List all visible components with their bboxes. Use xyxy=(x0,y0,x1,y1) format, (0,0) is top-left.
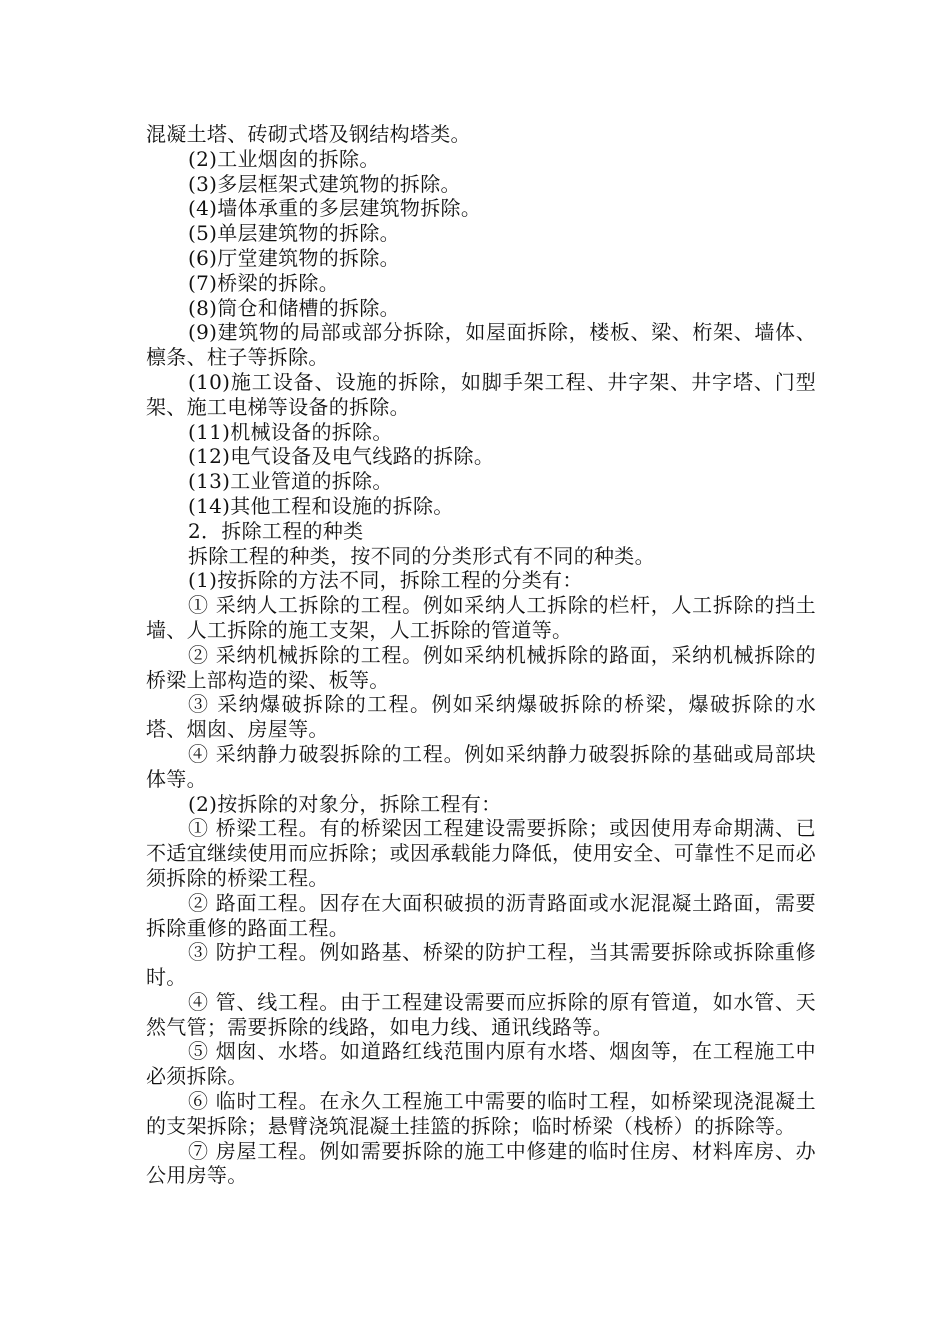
paragraph: (6)厅堂建筑物的拆除。 xyxy=(188,245,400,270)
paragraph: (8)筒仓和储槽的拆除。 xyxy=(188,295,400,320)
paragraph: (5)单层建筑物的拆除。 xyxy=(188,221,400,246)
paragraph: (12)电气设备及电气线路的拆除。 xyxy=(188,444,495,469)
paragraph: ③ 采纳爆破拆除的工程。例如采纳爆破拆除的桥梁，爆破拆除的水塔、烟囱、房屋等。 xyxy=(146,692,816,742)
paragraph: (14)其他工程和设施的拆除。 xyxy=(188,493,454,518)
paragraph: (9)建筑物的局部或部分拆除，如屋面拆除，楼板、梁、桁架、墙体、檩条、柱子等拆除。 xyxy=(146,320,816,370)
paragraph: 混凝土塔、砖砌式塔及钢结构塔类。 xyxy=(146,122,471,146)
paragraph: (4)墙体承重的多层建筑物拆除。 xyxy=(188,196,482,221)
paragraph: (13)工业管道的拆除。 xyxy=(188,469,393,494)
paragraph: (7)桥梁的拆除。 xyxy=(188,270,340,295)
paragraph: ④ 采纳静力破裂拆除的工程。例如采纳静力破裂拆除的基础或局部块体等。 xyxy=(146,741,816,791)
paragraph: (2)按拆除的对象分，拆除工程有： xyxy=(188,791,502,816)
paragraph: ③ 防护工程。例如路基、桥梁的防护工程，当其需要拆除或拆除重修时。 xyxy=(146,940,816,990)
section-heading: 2．拆除工程的种类 xyxy=(188,518,364,543)
paragraph: ⑦ 房屋工程。例如需要拆除的施工中修建的临时住房、材料库房、办公用房等。 xyxy=(146,1138,816,1188)
paragraph: ② 采纳机械拆除的工程。例如采纳机械拆除的路面，采纳机械拆除的桥梁上部构造的梁、板等。 xyxy=(146,642,816,692)
document-body xyxy=(146,122,816,1188)
paragraph: (11)机械设备的拆除。 xyxy=(188,419,393,444)
paragraph: 拆除工程的种类，按不同的分类形式有不同的种类。 xyxy=(188,543,655,568)
paragraph: ⑤ 烟囱、水塔。如道路红线范围内原有水塔、烟囱等，在工程施工中必须拆除。 xyxy=(146,1039,816,1089)
paragraph: ④ 管、线工程。由于工程建设需要而应拆除的原有管道，如水管、天然气管；需要拆除的线路，如电力线、通讯线路等。 xyxy=(146,989,816,1039)
paragraph: (3)多层框架式建筑物的拆除。 xyxy=(188,171,461,196)
paragraph: (1)按拆除的方法不同，拆除工程的分类有： xyxy=(188,568,583,593)
paragraph: ⑥ 临时工程。在永久工程施工中需要的临时工程，如桥梁现浇混凝土的支架拆除；悬臂浇筑混凝土挂篮的拆除；临时桥梁（栈桥）的拆除等。 xyxy=(146,1089,816,1138)
paragraph: (10)施工设备、设施的拆除，如脚手架工程、井字架、井字塔、门型架、施工电梯等设备的拆除。 xyxy=(146,369,816,419)
paragraph: ① 桥梁工程。有的桥梁因工程建设需要拆除；或因使用寿命期满、已不适宜继续使用而应拆除；或因承载能力降低，使用安全、可靠性不足而必须拆除的桥梁工程。 xyxy=(146,816,816,890)
paragraph: ② 路面工程。因存在大面积破损的沥青路面或水泥混凝土路面，需要拆除重修的路面工程。 xyxy=(146,890,816,940)
paragraph: (2)工业烟囱的拆除。 xyxy=(188,146,380,171)
paragraph: ① 采纳人工拆除的工程。例如采纳人工拆除的栏杆，人工拆除的挡土墙、人工拆除的施工支架，人工拆除的管道等。 xyxy=(146,593,816,642)
